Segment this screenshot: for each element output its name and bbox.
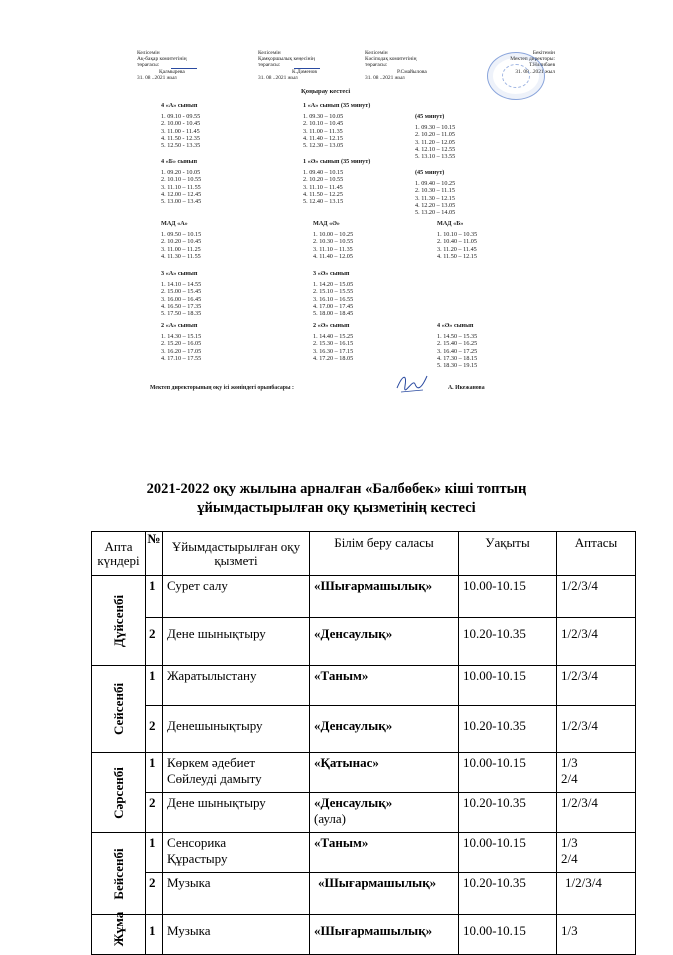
official-seal [487,52,545,100]
activity-cell: Музыка [163,873,310,915]
header-area: Білім беру саласы [310,532,459,576]
weeks-line: 2/4 [561,771,578,786]
bell-line: 4. 12.00 – 12.45 [161,190,202,198]
time-cell: 10.00-10.15 [459,666,557,706]
bell-line: 1. 09.40 – 10.15 [303,169,344,177]
bell-line: 4. 17.00 – 17.45 [313,302,354,310]
signature-scribble [294,62,320,69]
area-cell: «Денсаулық» [310,706,459,753]
bell-line: 3. 11.10 – 11.35 [313,245,353,253]
bell-block [415,169,455,216]
bell-line: 1. 14.50 – 15.35 [437,333,478,341]
bell-line: 5. 13.10 – 13.55 [415,153,456,161]
deputy-director-name: А. Икежанова [448,385,485,391]
bell-block [161,322,201,362]
activity-cell [163,753,310,793]
area-cell: «Таным» [310,666,459,706]
day-label: Дүйсенбі [110,594,126,647]
bell-block [303,102,370,149]
bell-line: 2. 15.40 – 16.25 [437,340,478,348]
header-day: Апта күндері [92,532,146,576]
approval-block-1 [137,50,232,81]
weeks-cell: 1/2/3/4 [557,618,636,666]
table-row [92,618,636,666]
activity-line: Сөйлеуді дамыту [167,771,262,786]
bell-line: 1. 14.10 – 14.55 [161,281,202,289]
weeks-line: 2/4 [561,851,578,866]
row-number: 2 [146,873,163,915]
bell-line: 2. 15.00 – 15.45 [161,288,202,296]
area-cell: «Шығармашылық» [310,576,459,618]
approval-date: 31. 08 ..2021 жыл [137,74,177,81]
time-cell: 10.00-10.15 [459,833,557,873]
bell-block [161,270,201,317]
bell-line: 5. 18.30 – 19.15 [437,362,478,370]
activity-cell: Дене шынықтыру [163,793,310,833]
approval-name: Т.Нәлибаев [528,62,555,69]
approval-date: 31. 08 ..2021 жыл [515,68,555,75]
signature-icon [395,372,429,394]
bell-line: 3. 16.20 – 17.05 [161,347,202,355]
bell-block [161,102,200,149]
weeks-cell [557,753,636,793]
approval-role: төрағасы: [137,62,160,69]
row-number: 1 [146,753,163,793]
bell-line: 4. 11.30 – 11.55 [161,252,201,260]
bell-line: 3. 11.20 – 12.05 [415,138,455,146]
row-number: 1 [146,666,163,706]
day-cell-tuesday [92,666,146,753]
bell-line: 5. 13.20 – 14.05 [415,209,456,217]
bell-block [415,113,455,160]
day-label: Сейсенбі [110,682,126,736]
bell-line: 1. 09.10 - 09.55 [161,113,201,121]
block-heading: 3 «А» сынып [161,270,198,277]
bell-line: 2. 10.20 – 10.55 [303,176,344,184]
approval-org: Мектеп директоры: [510,56,555,63]
table-header-row [92,532,636,576]
activity-line: Көркем әдебиет [167,755,256,770]
bell-block [437,322,477,369]
area-line: (аула) [314,811,346,826]
block-heading: (45 минут) [415,113,445,120]
bell-line: 2. 10.30 – 10.55 [313,238,354,246]
activity-line: Құрастыру [167,851,228,866]
weeks-cell: 1/3 [557,915,636,955]
activity-cell: Сурет салу [163,576,310,618]
bell-line: 1. 09.50 – 10.15 [161,231,202,239]
scanned-bell-schedule [125,50,555,395]
area-cell: «Шығармашылық» [310,915,459,955]
bell-line: 4. 11.40 – 12.05 [313,252,353,260]
bell-line: 3. 11.00 – 11.25 [161,245,201,253]
bell-line: 4. 17.30 – 18.15 [437,354,478,362]
bell-block [313,220,353,260]
block-heading: МАД «Ә» [313,220,340,227]
table-row [92,576,636,618]
approval-name: Қалмырева [159,68,185,75]
table-row [92,753,636,793]
block-heading: МАД «Б» [437,220,464,227]
block-heading: 1 «Ә» сынып (35 минут) [303,158,371,165]
bell-line: 5. 12.40 – 13.15 [303,198,344,206]
bell-line: 1. 09.30 – 10.05 [303,113,344,121]
day-cell-wednesday [92,753,146,833]
approval-org: Қамқоршылық кеңесінің [258,56,315,63]
area-cell [310,793,459,833]
bell-line: 5. 18.00 – 18.45 [313,310,354,318]
bell-block [437,220,477,260]
bell-line: 4. 17.20 – 18.05 [313,354,354,362]
signature-scribble [171,62,197,69]
day-cell-friday [92,911,146,955]
approval-block-3 [365,50,460,81]
weeks-cell [557,833,636,873]
row-number: 1 [146,576,163,618]
activity-line: Сенсорика [167,835,227,850]
approval-label: Бекітемін [532,50,555,56]
area-cell: «Шығармашылық» [310,873,459,915]
activity-cell: Музыка [163,915,310,955]
approval-name: К.Дәменов [292,68,317,75]
bell-line: 2. 15.20 – 16.05 [161,340,202,348]
block-heading: 3 «Ә» сынып [313,270,350,277]
bell-line: 3. 11.00 - 11.45 [161,127,200,135]
table-row [92,793,636,833]
area-cell: «Денсаулық» [310,618,459,666]
bell-line: 2. 10.10 – 10.45 [303,120,344,128]
block-heading: 1 «А» сынып (35 минут) [303,102,371,109]
bell-line: 4. 17.10 – 17.55 [161,354,202,362]
time-cell: 10.20-10.35 [459,618,557,666]
table-row [92,706,636,753]
bell-line: 2. 10.00 - 10.45 [161,120,201,128]
bell-line: 1. 09.40 – 10.25 [415,180,456,188]
approval-org: Ақ-бақар комитетінің [137,56,187,63]
time-cell: 10.20-10.35 [459,706,557,753]
time-cell: 10.00-10.15 [459,915,557,955]
time-cell: 10.20-10.35 [459,793,557,833]
bell-line: 2. 10.40 – 11.05 [437,238,477,246]
header-activity: Ұйымдастырылған оқу қызметі [163,532,310,576]
approval-role: төрағасы: [365,62,388,69]
area-cell: «Қатынас» [310,753,459,793]
bell-line: 4. 11.50 - 12.35 [161,134,200,142]
weeks-line: 1/3 [561,755,578,770]
weeks-cell: 1/2/3/4 [557,576,636,618]
table-row [92,833,636,873]
bell-line: 3. 11.10 – 11.55 [161,183,201,191]
bell-line: 3. 16.10 – 16.55 [313,295,354,303]
bell-block [161,220,201,260]
bell-block [161,158,201,205]
activity-cell: Жаратылыстану [163,666,310,706]
bell-line: 2. 10.20 – 10.45 [161,238,202,246]
activity-schedule-table [91,531,636,955]
day-label: Сәрсенбі [110,766,126,819]
header-time: Уақыты [459,532,557,576]
block-heading: 4 «Ә» сынып [437,322,474,329]
bell-line: 1. 14.20 – 15.05 [313,281,354,289]
bell-line: 1. 14.30 – 15.15 [161,333,202,341]
bell-line: 2. 10.20 – 11.05 [415,131,455,139]
row-number: 2 [146,793,163,833]
block-heading: (45 минут) [415,169,445,176]
bell-line: 4. 16.50 – 17.35 [161,302,202,310]
bell-line: 4. 11.40 – 12.15 [303,134,343,142]
activity-cell: Денешынықтыру [163,706,310,753]
day-cell-thursday [92,833,146,915]
activity-cell: Дене шынықтыру [163,618,310,666]
bell-line: 3. 16.00 – 16.45 [161,295,202,303]
bell-line: 5. 17.50 – 18.35 [161,310,202,318]
bell-block [303,158,370,205]
day-label: Жұма [110,911,126,947]
bell-block [313,322,353,362]
area-cell: «Таным» [310,833,459,873]
bell-line: 2. 15.10 – 15.55 [313,288,354,296]
bell-line: 5. 13.00 – 13.45 [161,198,202,206]
bell-line: 2. 10.10 – 10.55 [161,176,202,184]
bell-line: 4. 11.50 – 12.15 [437,252,477,260]
bell-line: 3. 16.30 – 17.15 [313,347,354,355]
approval-label: Келісемін [365,50,388,56]
approval-date: 31. 08 ..2021 жыл [365,74,405,81]
header-number: № [146,532,163,576]
bell-line: 3. 11.20 – 11.45 [437,245,477,253]
bell-line: 1. 09.20 - 10.05 [161,169,201,177]
bell-line: 1. 10.00 – 10.25 [313,231,354,239]
row-number: 2 [146,706,163,753]
deputy-director-note: Мектеп директорының оқу ісі жөніндегі орынбасары : [150,385,294,391]
row-number: 1 [146,833,163,873]
title-line-2: ұйымдастырылған оқу қызметінің кестесі [197,500,476,516]
weeks-cell: 1/2/3/4 [557,706,636,753]
document-title [0,480,673,518]
bell-block [313,270,353,317]
title-line-1: 2021-2022 оқу жылына арналған «Балбөбек» кіші топтың [146,481,527,497]
block-heading: 2 «Ә» сынып [313,322,350,329]
bell-line: 2. 10.30 – 11.15 [415,187,455,195]
block-heading: 2 «А» сынып [161,322,198,329]
day-label: Бейсенбі [110,847,126,900]
time-cell: 10.00-10.15 [459,753,557,793]
bell-line: 5. 12.30 – 13.05 [303,142,344,150]
approval-org: Кәсіподақ комитетінің [365,56,417,63]
table-row [92,873,636,915]
bell-line: 4. 11.50 – 12.25 [303,190,343,198]
bell-line: 2. 15.30 – 16.15 [313,340,354,348]
bell-line: 4. 12.20 – 13.05 [415,201,456,209]
header-weeks: Аптасы [557,532,636,576]
bell-line: 1. 10.10 – 10.35 [437,231,478,239]
bell-line: 3. 11.10 – 11.45 [303,183,343,191]
approval-label: Келісемін [258,50,281,56]
bell-line: 1. 09.30 – 10.15 [415,124,456,132]
row-number: 1 [146,915,163,955]
area-line: «Денсаулық» [314,795,393,810]
time-cell: 10.00-10.15 [459,576,557,618]
bell-line: 4. 12.10 – 12.55 [415,145,456,153]
approval-role: төрағасы: [258,62,281,69]
weeks-cell: 1/2/3/4 [557,873,636,915]
time-cell: 10.20-10.35 [459,873,557,915]
bell-line: 3. 11.30 – 12.15 [415,194,455,202]
approval-date: 31. 08 ..2021 жыл [258,74,298,81]
table-row [92,915,636,955]
block-heading: 4 «А» сынып [161,102,198,109]
weeks-line: 1/3 [561,835,578,850]
bell-line: 1. 14.40 – 15.25 [313,333,354,341]
bell-line: 3. 11.00 – 11.35 [303,127,343,135]
day-cell-monday [92,576,146,666]
table-row [92,666,636,706]
approval-label: Келісемін [137,50,160,56]
bell-schedule-title: Қоңырау кестесі [301,88,351,95]
weeks-cell: 1/2/3/4 [557,793,636,833]
bell-line: 3. 16.40 – 17.25 [437,347,478,355]
row-number: 2 [146,618,163,666]
weeks-cell: 1/2/3/4 [557,666,636,706]
approval-name: Р.Смайылова [397,68,427,75]
block-heading: МАД «А» [161,220,188,227]
block-heading: 4 «Б» сынып [161,158,198,165]
activity-cell [163,833,310,873]
approval-block-2 [258,50,353,81]
bell-line: 5. 12.50 - 13.35 [161,142,201,150]
